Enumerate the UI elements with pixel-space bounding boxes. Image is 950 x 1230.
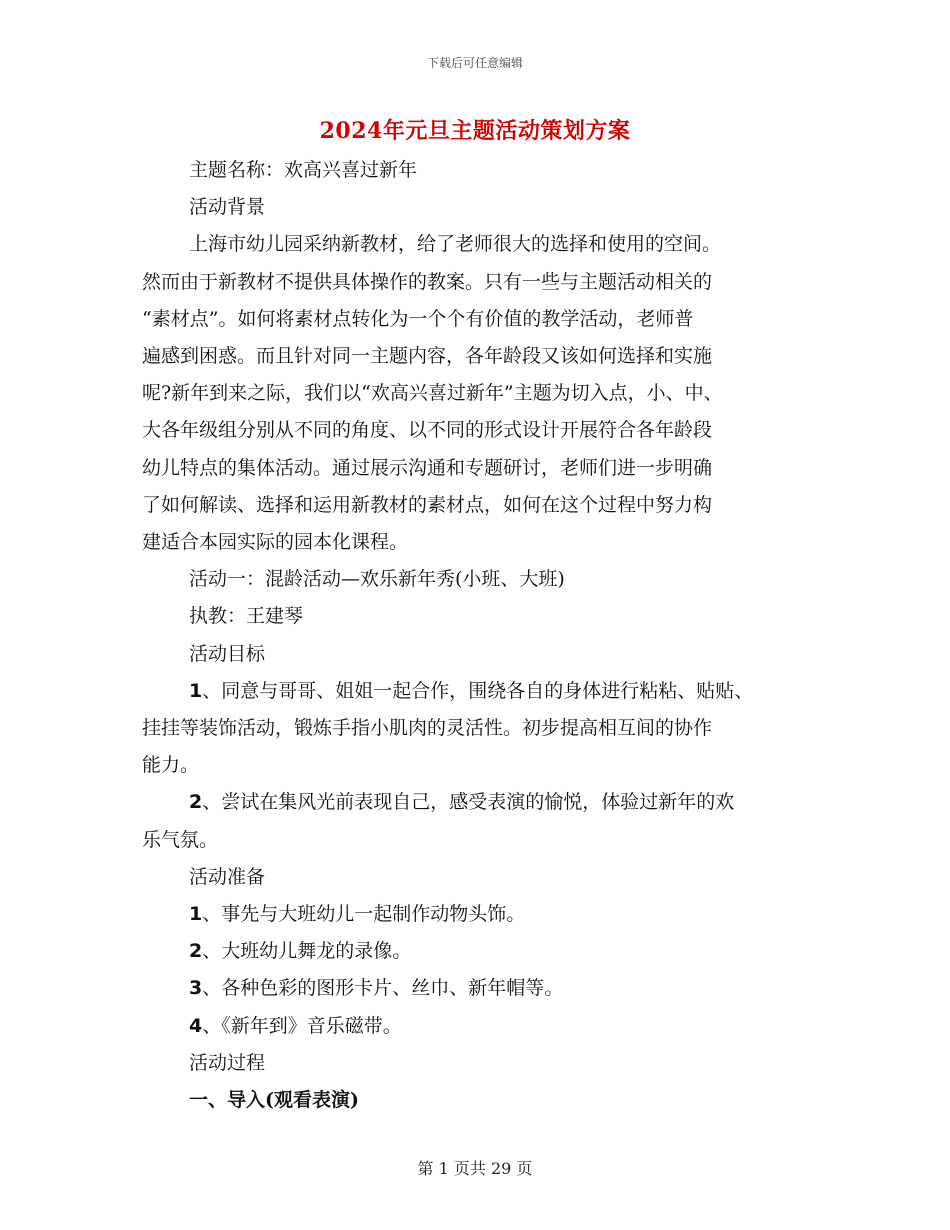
background-line: 建适合本园实际的园本化课程。 [142,531,409,554]
process-heading: 活动过程 [189,1051,266,1074]
section-heading: 一、导入(观看表演) [189,1089,359,1112]
background-line: 遍感到困惑。而且针对同一主题内容，各年龄段又该如何选择和实施 [142,345,713,368]
document-title: 2024年元旦主题活动策划方案 [319,118,631,144]
background-line: “素材点”。如何将素材点转化为一个个有价值的教学活动，老师普 [142,307,694,330]
background-line: 然而由于新教材不提供具体操作的教案。只有一些与主题活动相关的 [142,270,713,293]
goal-text-line: 挂挂等装饰活动，锻炼手指小肌肉的灵活性。初步提高相互间的协作 [142,717,713,740]
background-line: 幼儿特点的集体活动。通过展示沟通和专题研讨，老师们进一步明确 [142,456,713,479]
goal-text-line: 能力。 [142,754,200,777]
activity-one-heading: 活动一：混龄活动—欢乐新年秀(小班、大班) [189,568,565,591]
prep-item [142,1008,842,1045]
prep-heading: 活动准备 [189,865,266,888]
background-line: 上海市幼儿园采纳新教材，给了老师很大的选择和使用的空间。 [189,233,722,256]
prep-number: 2 [189,940,203,963]
background-heading: 活动背景 [189,196,266,219]
prep-text: 、各种色彩的图形卡片、丝巾、新年帽等。 [202,977,564,1000]
prep-number: 1 [189,903,203,926]
prep-item [142,896,842,933]
prep-item [142,970,842,1007]
prep-text: 、事先与大班幼儿一起制作动物头饰。 [202,903,526,926]
goal-text-line: 乐气氛。 [142,828,219,851]
background-line: 呢?新年到来之际，我们以“欢高兴喜过新年”主题为切入点，小、中、 [142,382,723,405]
header-note: 下载后可任意编辑 [426,56,523,70]
goal-text: 、同意与哥哥、姐姐一起合作，围绕各自的身体进行粘粘、贴贴、 [202,679,754,702]
page-footer: 第 1 页共 29 页 [417,1159,533,1178]
goals-heading: 活动目标 [189,642,266,665]
goal-item-2 [142,784,842,821]
teacher-line: 执教：王建琴 [189,605,304,628]
goal-item-1 [142,673,842,710]
prep-number: 4 [189,1014,203,1037]
document-body [142,152,842,1119]
prep-text: 、大班幼儿舞龙的录像。 [202,940,412,963]
goal-number: 2 [189,791,203,814]
goal-text: 、尝试在集风光前表现自己，感受表演的愉悦，体验过新年的欢 [202,791,735,814]
background-line: 大各年级组分别从不同的角度、以不同的形式设计开展符合各年龄段 [142,419,713,442]
goal-number: 1 [189,679,203,702]
prep-text: 、《新年到》音乐磁带。 [202,1014,402,1037]
prep-item [142,933,842,970]
theme-name: 主题名称：欢高兴喜过新年 [189,159,418,181]
prep-number: 3 [189,977,203,1000]
background-line: 了如何解读、选择和运用新教材的素材点，如何在这个过程中努力构 [142,493,713,516]
